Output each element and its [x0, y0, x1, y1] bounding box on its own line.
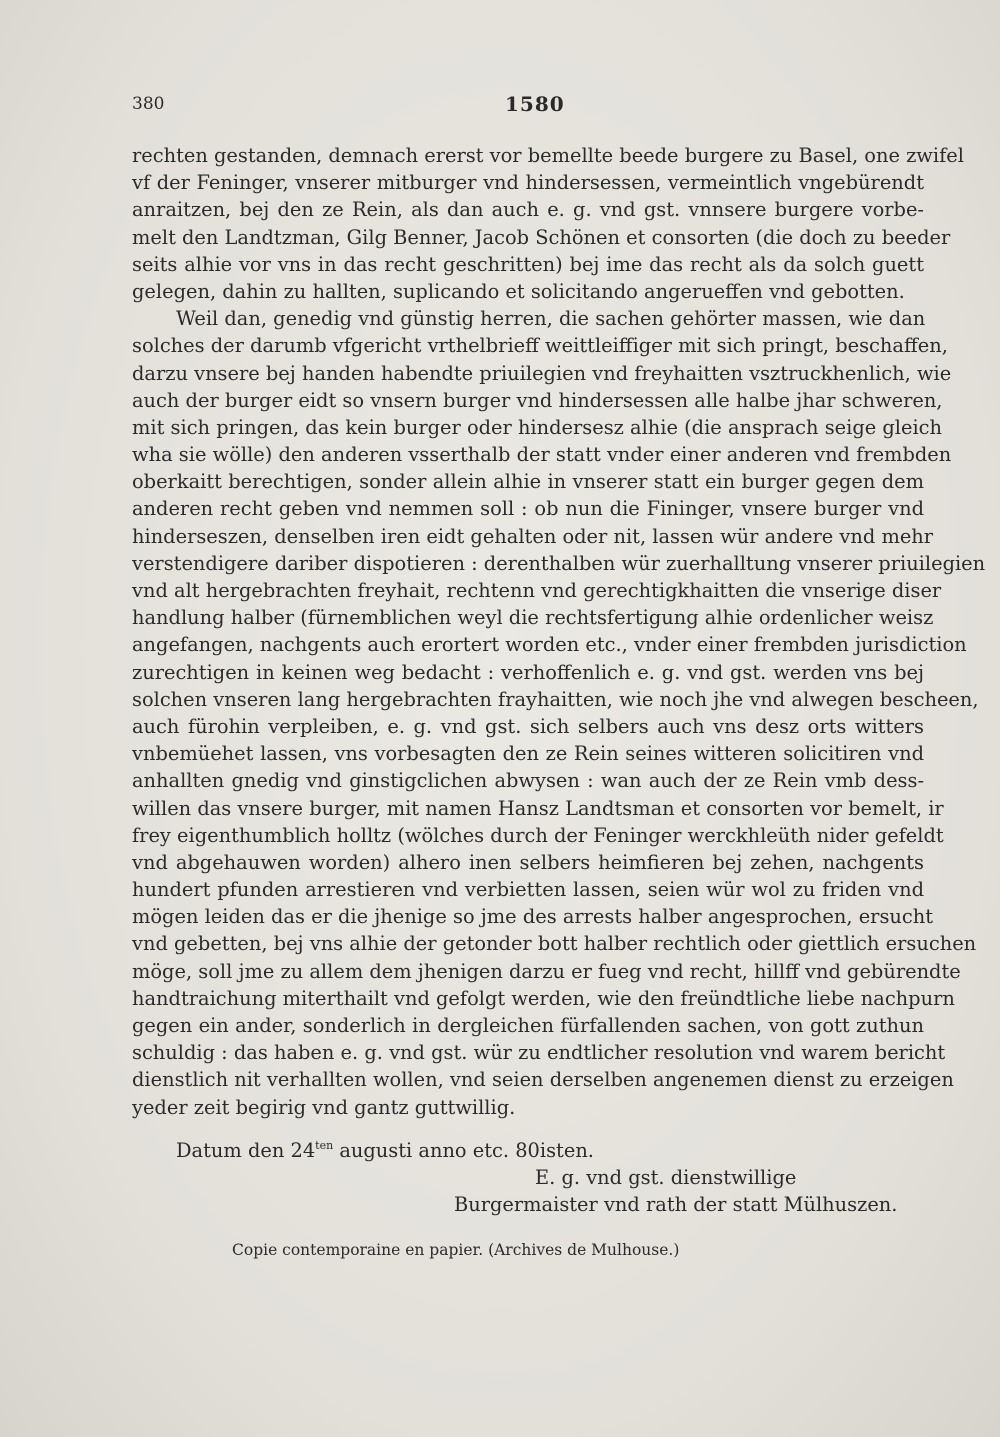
text-line: vnd gebetten, bej vns alhie der getonder bott halber rechtlich oder giettlich ersuchen [132, 932, 977, 956]
text-line: schuldig : das haben e. g. vnd gst. wür zu endtlicher resolution vnd warem bericht [132, 1041, 946, 1065]
source-note: Copie contemporaine en papier. (Archives de Mulhouse.) [232, 1241, 680, 1259]
signature-line-2: Burgermaister vnd rath der statt Mülhuszen. [454, 1193, 898, 1217]
text-line: angefangen, nachgents auch erortert worden etc., vnder einer frembden jurisdiction [132, 633, 967, 657]
text-line: handtraichung miterthailt vnd gefolgt werden, wie den freündtliche liebe nachpurn [132, 986, 955, 1010]
date-superscript: ten [315, 1139, 334, 1152]
closing-block [132, 1137, 924, 1219]
date-prefix: Datum den 24 [176, 1139, 316, 1162]
text-line: yeder zeit begirig vnd gantz guttwillig. [132, 1095, 516, 1119]
body-text [132, 142, 986, 1121]
paragraph [132, 142, 964, 305]
text-line: willen das vnsere burger, mit namen Hansz Landtsman et consorten vor bemelt, ir [132, 796, 944, 820]
text-line: vnd abgehauwen worden) alhero inen selbers heimfieren bej zehen, nachgents [132, 850, 924, 874]
text-line: rechten gestanden, demnach ererst vor bemellte beede burgere zu Basel, one zwifel [132, 144, 964, 167]
text-line: verstendigere dariber dispotieren : derenthalben wür zuerhalltung vnserer priuilegien [132, 551, 986, 575]
text-line: oberkaitt berechtigen, sonder allein alhie in vnserer statt ein burger gegen dem [132, 470, 924, 494]
text-line: darzu vnsere bej handen habendte priuilegien vnd freyhaitten vsztruckhenlich, wie [132, 361, 952, 385]
date-line [132, 1137, 924, 1164]
text-line: dienstlich nit verhallten wollen, vnd seien derselben angenemen dienst zu erzeigen [132, 1068, 954, 1092]
date-suffix: augusti anno etc. 80isten. [333, 1139, 594, 1162]
text-line: Weil dan, genedig vnd günstig herren, die sachen gehörter massen, wie dan [176, 307, 926, 331]
text-line: zurechtigen in keinen weg bedacht : verhoffenlich e. g. vnd gst. werden vns bej [132, 660, 924, 684]
text-line: auch der burger eidt so vnsern burger vnd hindersessen alle halbe jhar schweren, [132, 388, 943, 412]
text-line: anhallten gnedig vnd ginstigclichen abwysen : wan auch der ze Rein vmb dess- [132, 769, 924, 793]
text-line: frey eigenthumblich holltz (wölches durch der Feninger werckhleüth nider gefeldt [132, 823, 944, 847]
text-line: handlung halber (fürnemblichen weyl die rechtsfertigung alhie ordenlicher weisz [132, 606, 934, 630]
text-line: anraitzen, bej den ze Rein, als dan auch e. g. vnd gst. vnnsere burgere vorbe- [132, 198, 924, 222]
text-line: gelegen, dahin zu hallten, suplicando et solicitando angerueffen vnd gebotten. [132, 279, 905, 303]
text-line: mögen leiden das er die jhenige so jme des arrests halber angesprochen, ersucht [132, 905, 934, 929]
page-number: 380 [132, 94, 165, 114]
text-line: solches der darumb vfgericht vrthelbrieff weittleiffiger mit sich pringt, beschaffen, [132, 334, 948, 358]
text-line: seits alhie vor vns in das recht geschritten) bej ime das recht als da solch guett [132, 252, 924, 276]
text-line: auch fürohin verpleiben, e. g. vnd gst. sich selbers auch vns desz orts witters [132, 714, 924, 738]
text-line: möge, soll jme zu allem dem jhenigen darzu er fueg vnd recht, hillff vnd gebürendte [132, 959, 961, 983]
paragraph [132, 305, 986, 1121]
text-line: anderen recht geben vnd nemmen soll : ob nun die Fininger, vnsere burger vnd [132, 497, 924, 521]
text-line: wha sie wölle) den anderen vsserthalb der statt vnder einer anderen vnd frembden [132, 443, 952, 467]
text-line: vf der Feninger, vnserer mitburger vnd hindersessen, vermeintlich vngebürendt [132, 171, 924, 195]
text-line: melt den Landtzman, Gilg Benner, Jacob Schönen et consorten (die doch zu beeder [132, 225, 951, 249]
text-line: gegen ein ander, sonderlich in dergleichen fürfallenden sachen, von gott zuthun [132, 1014, 924, 1037]
signature-line-1: E. g. vnd gst. dienstwillige [535, 1166, 797, 1190]
text-line: solchen vnseren lang hergebrachten frayhaitten, wie noch jhe vnd alwegen bescheen, [132, 687, 979, 711]
text-line: hundert pfunden arrestieren vnd verbietten lassen, seien wür wol zu friden vnd [132, 878, 924, 902]
page-header [132, 94, 922, 118]
text-line: vnd alt hergebrachten freyhait, rechtenn vnd gerechtigkhaitten die vnserige diser [132, 579, 942, 602]
text-line: mit sich pringen, das kein burger oder hindersesz alhie (die ansprach seige gleich [132, 415, 943, 439]
text-line: hinderseszen, denselben iren eidt gehalten oder nit, lassen wür andere vnd mehr [132, 524, 934, 548]
text-line: vnbemüehet lassen, vns vorbesagten den ze Rein seines witteren solicitiren vnd [132, 742, 924, 766]
running-head-year: 1580 [505, 92, 565, 116]
